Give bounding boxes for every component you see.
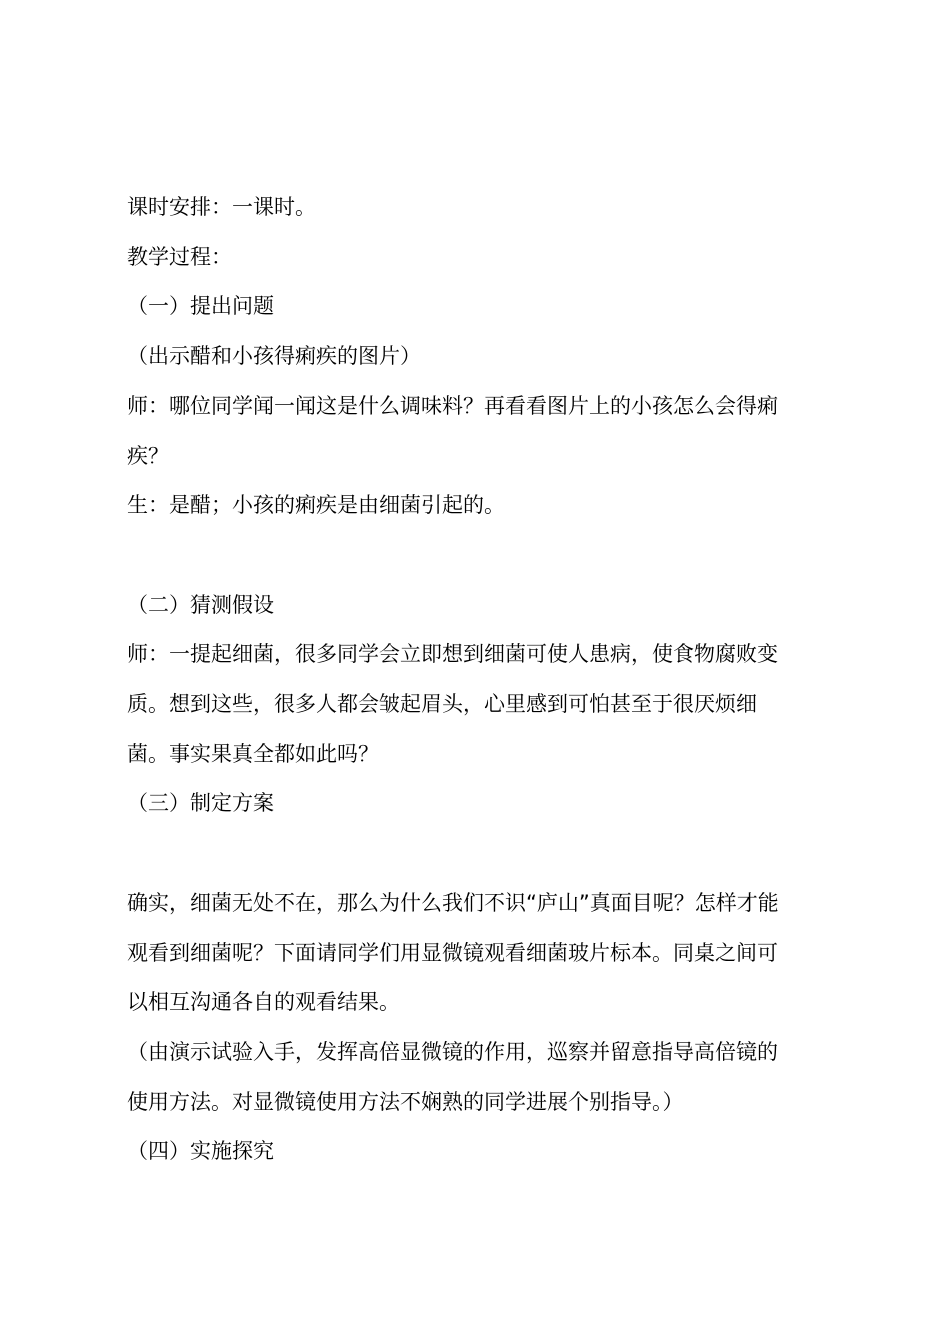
section-3-heading: （三）制定方案 (127, 791, 274, 816)
teacher-speech-line-1: 师：一提起细菌，很多同学会立即想到细菌可使人患病，使食物腐败变 (127, 642, 778, 667)
schedule-line: 课时安排：一课时。 (127, 195, 316, 219)
student-answer: 生：是醋；小孩的痢疾是由细菌引起的。 (127, 493, 505, 518)
plan-paragraph-line-3: 以相互沟通各自的观看结果。 (127, 990, 400, 1015)
section-2-heading: （二）猜测假设 (127, 592, 274, 617)
section-1-note: （出示醋和小孩得痢疾的图片） (127, 344, 421, 369)
plan-paragraph-line-1: 确实，细菌无处不在，那么为什么我们不识“庐山”真面目呢？怎样才能 (127, 890, 779, 915)
document-body (127, 183, 833, 1177)
teacher-speech-line-2: 质。想到这些，很多人都会皱起眉头，心里感到可怕甚至于很厌烦细 (127, 692, 757, 717)
process-heading: 教学过程： (127, 244, 232, 269)
teacher-speech-line-3: 菌。事实果真全都如此吗？ (127, 741, 379, 766)
plan-note-line-1: （由演示试验入手，发挥高倍显微镜的作用，巡察并留意指导高倍镜的 (127, 1039, 778, 1064)
blank-line (127, 829, 833, 879)
plan-paragraph-line-2: 观看到细菌呢？下面请同学们用显微镜观看细菌玻片标本。同桌之间可 (127, 940, 778, 965)
teacher-question-line-2: 疾？ (127, 443, 169, 468)
teacher-question-line-1: 师：哪位同学闻一闻这是什么调味料？再看看图片上的小孩怎么会得痢 (127, 393, 778, 418)
blank-line (127, 531, 833, 581)
section-1-heading: （一）提出问题 (127, 294, 274, 319)
section-4-heading: （四）实施探究 (127, 1139, 274, 1164)
plan-note-line-2: 使用方法。对显微镜使用方法不娴熟的同学进展个别指导。） (127, 1089, 684, 1114)
